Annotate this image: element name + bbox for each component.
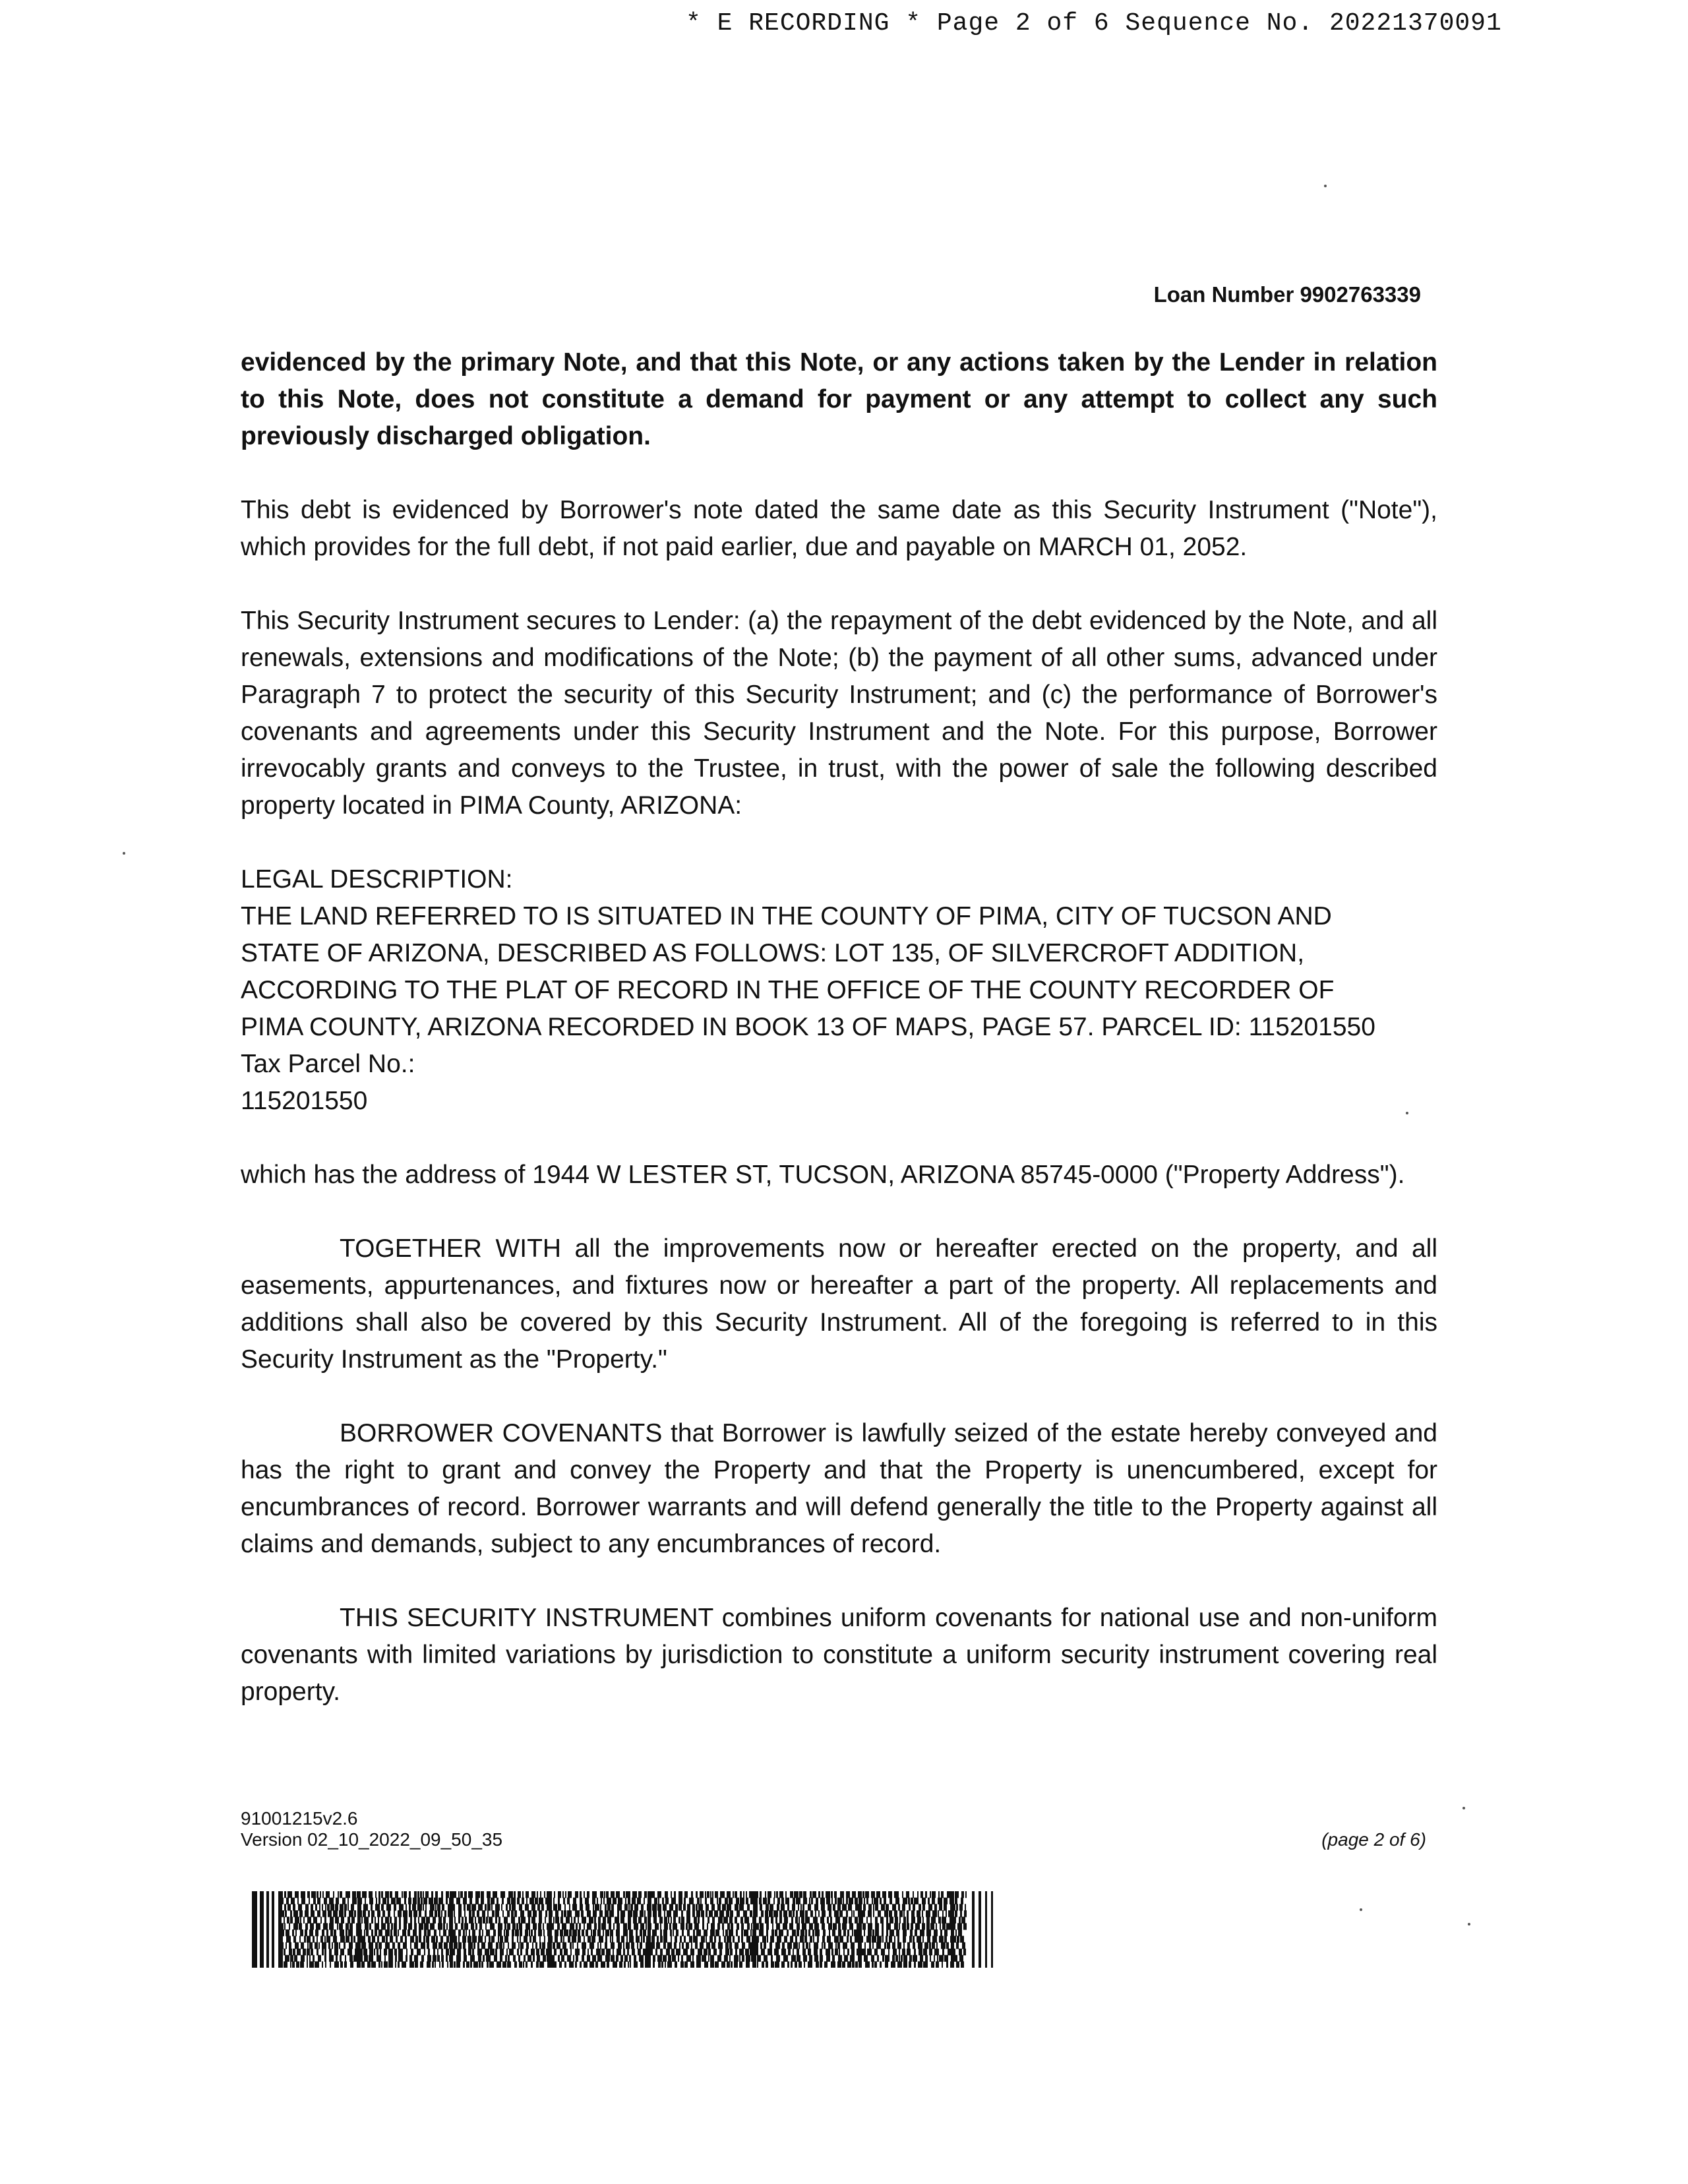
scan-speck [1324,185,1327,187]
recording-header: * E RECORDING * Page 2 of 6 Sequence No. 20221370091 [686,9,1502,38]
tax-parcel-label: Tax Parcel No.: [241,1050,415,1078]
legal-description-line: ACCORDING TO THE PLAT OF RECORD IN THE OFFICE OF THE COUNTY RECORDER OF [241,976,1335,1004]
covenants-paragraph: BORROWER COVENANTS that Borrower is lawfully seized of the estate hereby conveyed and has the right to grant and convey the Property and that the Property is unencumbered, except for encumbrances of record. Borrower warrants and will defend generally the title to the Property against all claims and demands, subject to any encumbrances of record. [241,1419,1437,1558]
legal-description-heading: LEGAL DESCRIPTION: [241,865,513,894]
page-indicator: (page 2 of 6) [1321,1829,1426,1850]
barcode-icon [252,1891,996,1968]
legal-description-line: PIMA COUNTY, ARIZONA RECORDED IN BOOK 13 OF MAPS, PAGE 57. PARCEL ID: 115201550 [241,1013,1375,1041]
uniform-paragraph: THIS SECURITY INSTRUMENT combines uniform covenants for national use and non-uniform covenants with limited variations by jurisdiction to constitute a uniform security instrument covering real property. [241,1604,1437,1706]
tax-parcel-number: 115201550 [241,1087,368,1115]
scan-speck [123,852,125,855]
secures-paragraph: This Security Instrument secures to Lender: (a) the repayment of the debt evidenced by the Note, and all renewals, extensions and modifications of the Note; (b) the payment of all other sums, advanced under Paragraph 7 to protect the security of this Security Instrument; and (c) the performance of Borrower's covenants and agreements under this Security Instrument and the Note. For this purpose, Borrower irrevocably grants and conveys to the Trustee, in trust, with the power of sale the following described property located in PIMA County, ARIZONA: [241,607,1437,820]
form-version: Version 02_10_2022_09_50_35 [241,1829,503,1850]
scan-speck [1406,1112,1408,1114]
debt-paragraph: This debt is evidenced by Borrower's note dated the same date as this Security Instrument ("Note"), which provides for the full debt, if not paid earlier, due and payable on MARCH 01, 2052. [241,496,1437,561]
scan-speck [1468,1923,1470,1926]
legal-description-line: STATE OF ARIZONA, DESCRIBED AS FOLLOWS: LOT 135, OF SILVERCROFT ADDITION, [241,939,1305,967]
loan-number: Loan Number 9902763339 [1153,282,1421,307]
document-body [241,344,1437,1747]
scan-speck [1462,1807,1465,1809]
intro-paragraph: evidenced by the primary Note, and that this Note, or any actions taken by the Lender in relation to this Note, does not constitute a demand for payment or any attempt to collect any such previously discharged obligation. [241,348,1437,450]
legal-description-line: THE LAND REFERRED TO IS SITUATED IN THE COUNTY OF PIMA, CITY OF TUCSON AND [241,902,1332,930]
legal-description [241,861,1437,1120]
form-identifier [241,1808,502,1850]
together-paragraph: TOGETHER WITH all the improvements now or hereafter erected on the property, and all easements, appurtenances, and fixtures now or hereafter a part of the property. All replacements and additions shall also be covered by this Security Instrument. All of the foregoing is referred to in this Security Instrument as the "Property." [241,1234,1437,1374]
form-code: 91001215v2.6 [241,1808,358,1829]
address-paragraph: which has the address of 1944 W LESTER ST, TUCSON, ARIZONA 85745-0000 ("Property Address"). [241,1161,1405,1189]
scan-speck [1360,1908,1362,1911]
